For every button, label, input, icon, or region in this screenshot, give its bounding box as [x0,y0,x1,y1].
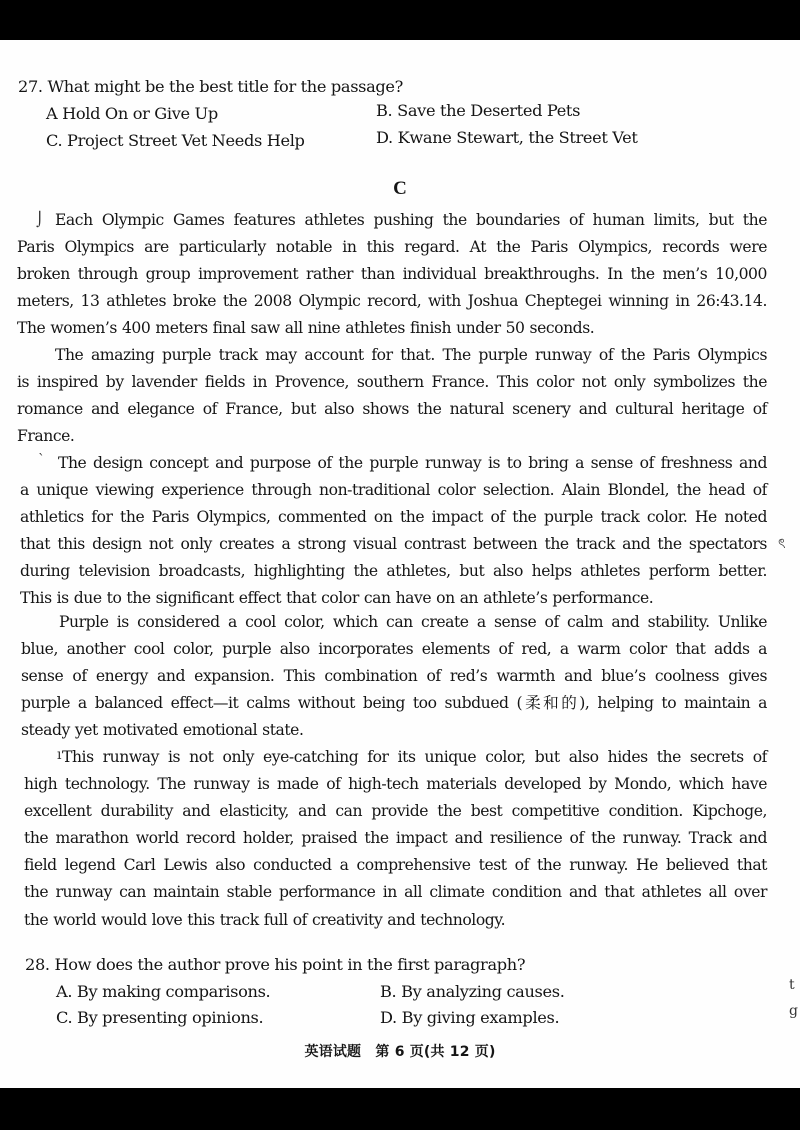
question-27-option-a[interactable]: A Hold On or Give Up [46,104,218,123]
paragraph-line: The amazing purple track may account for that. The purple runway of the Paris Olympics [55,346,767,364]
paragraph-line: purple a balanced effect—it calms without being too subdued (柔和的), helping to maintain a [21,694,767,713]
paragraph-line: The design concept and purpose of the purple runway is to bring a sense of freshness and [58,454,767,472]
question-28-option-b[interactable]: B. By analyzing causes. [380,982,565,1001]
stray-scan-mark: ˋ [38,452,45,468]
question-27 [18,73,403,100]
paragraph-line: high technology. The runway is made of high-tech materials developed by Mondo, which have [24,775,767,794]
paragraph-line: broken through group improvement rather than individual breakthroughs. In the men’s 10,000 [17,265,767,284]
paragraph-line: that this design not only creates a strong visual contrast between the track and the spectators [20,535,767,554]
passage-paragraph-3 [20,450,767,613]
question-28-option-d[interactable]: D. By giving examples. [380,1008,560,1027]
page-footer: 英语试题 第 6 页(共 12 页) [304,1044,496,1060]
paragraph-line: the runway can maintain stable performance in all climate condition and that athletes all over [24,883,767,902]
question-27-option-b[interactable]: B. Save the Deserted Pets [376,101,581,120]
paragraph-line: excellent durability and elasticity, and can provide the best competitive condition. Kipchoge, [24,802,767,821]
stray-scan-mark: ৎ [778,536,786,552]
paragraph-line: This runway is not only eye-catching for its unique color, but also hides the secrets of [62,748,767,766]
question-28-option-c[interactable]: C. By presenting opinions. [56,1008,264,1027]
cropped-edge-text: g [789,1003,798,1019]
cropped-edge-text: t [789,977,795,993]
paragraph-line: blue, another cool color, purple also incorporates elements of red, a warm color that adds a [21,640,767,659]
paragraph-line: France. [17,427,75,446]
question-28-number: 28. [25,955,50,974]
paragraph-line: steady yet motivated emotional state. [21,721,304,740]
question-27-text: What might be the best title for the passage? [47,77,403,96]
paragraph-line: sense of energy and expansion. This combination of red’s warmth and blue’s coolness gives [21,667,767,686]
question-28-option-a[interactable]: A. By making comparisons. [56,982,271,1001]
question-27-option-c[interactable]: C. Project Street Vet Needs Help [46,131,305,150]
passage-paragraph-5 [24,744,767,934]
paragraph-line: Each Olympic Games features athletes pushing the boundaries of human limits, but the [55,211,767,229]
question-28 [25,951,525,978]
paragraph-line: Paris Olympics are particularly notable in this regard. At the Paris Olympics, records were [17,238,767,257]
paragraph-line: athletics for the Paris Olympics, commented on the impact of the purple track color. He noted [20,508,767,527]
question-28-text: How does the author prove his point in the first paragraph? [54,955,526,974]
paragraph-line: the world would love this track full of creativity and technology. [24,910,506,929]
paragraph-line: meters, 13 athletes broke the 2008 Olympic record, with Joshua Cheptegei winning in 26:43.14. [17,292,767,311]
stray-scan-mark: ⌡ [36,212,44,228]
paragraph-line: This is due to the significant effect that color can have on an athlete’s performance. [20,589,654,608]
paragraph-line: a unique viewing experience through non-traditional color selection. Alain Blondel, the head of [20,481,767,500]
paragraph-line: The women’s 400 meters final saw all nine athletes finish under 50 seconds. [17,319,595,338]
question-27-number: 27. [18,77,43,96]
exam-page [0,40,800,1088]
passage-paragraph-2 [17,342,767,450]
paragraph-line: romance and elegance of France, but also shows the natural scenery and cultural heritage of [17,400,767,419]
passage-paragraph-4 [21,609,767,744]
paragraph-line: during television broadcasts, highlighting the athletes, but also helps athletes perform better. [20,562,767,581]
question-27-option-d[interactable]: D. Kwane Stewart, the Street Vet [376,128,638,147]
paragraph-line: Purple is considered a cool color, which can create a sense of calm and stability. Unlike [59,613,767,631]
paragraph-line: is inspired by lavender fields in Provence, southern France. This color not only symbolizes the [17,373,767,392]
section-heading: C [393,178,407,199]
paragraph-line: field legend Carl Lewis also conducted a comprehensive test of the runway. He believed that [24,856,767,875]
stray-scan-mark: ı [57,747,62,763]
paragraph-line: the marathon world record holder, praised the impact and resilience of the runway. Track and [24,829,767,848]
passage-paragraph-1 [17,207,767,342]
